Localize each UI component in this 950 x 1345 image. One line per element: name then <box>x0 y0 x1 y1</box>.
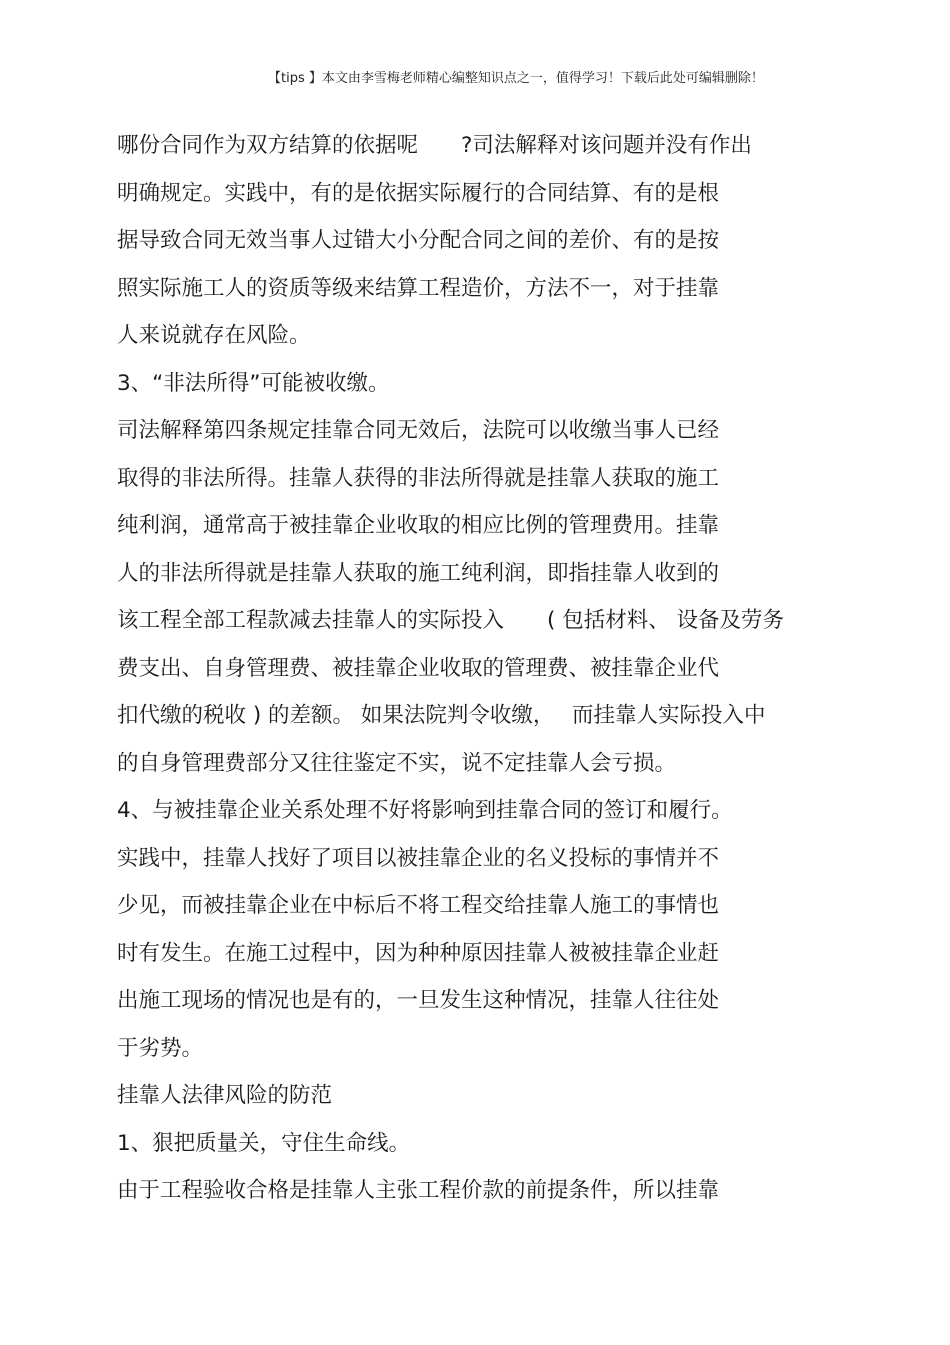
text-line: 人来说就存在风险。 <box>117 323 311 348</box>
section-heading-1: 1、狠把质量关，守住生命线。 <box>117 1130 411 1156</box>
text-line: 由于工程验收合格是挂靠人主张工程价款的前提条件，所以挂靠 <box>117 1178 720 1203</box>
text-line: 人的非法所得就是挂靠人获取的施工纯利润，即指挂靠人收到的 <box>117 560 720 586</box>
text-line: 该工程全部工程款减去挂靠人的实际投入 ( 包括材料、 设备及劳务 <box>117 608 785 633</box>
text-line: 据导致合同无效当事人过错大小分配合同之间的差价、有的是按 <box>117 228 720 253</box>
text-line: 费支出、自身管理费、被挂靠企业收取的管理费、被挂靠企业代 <box>117 655 720 681</box>
text-line: 扣代缴的税收 ) 的差额。 如果法院判令收缴， 而挂靠人实际投入中 <box>117 703 766 728</box>
text-line: 取得的非法所得。挂靠人获得的非法所得就是挂靠人获取的施工 <box>117 465 720 491</box>
text-line: 的自身管理费部分又往往鉴定不实，说不定挂靠人会亏损。 <box>117 750 677 776</box>
text-line: 司法解释第四条规定挂靠合同无效后，法院可以收缴当事人已经 <box>117 418 720 443</box>
document-body <box>117 122 837 1215</box>
text-line: 纯利润，通常高于被挂靠企业收取的相应比例的管理费用。挂靠 <box>117 513 720 538</box>
section-heading-4: 4、与被挂靠企业关系处理不好将影响到挂靠合同的签订和履行。 <box>117 798 733 823</box>
section-heading-3: 3、“非法所得”可能被收缴。 <box>117 370 390 396</box>
text-line: 哪份合同作为双方结算的依据呢 ?司法解释对该问题并没有作出 <box>117 133 752 158</box>
text-line: 于劣势。 <box>117 1035 204 1061</box>
text-line: 照实际施工人的资质等级来结算工程造价，方法不一，对于挂靠 <box>117 275 720 301</box>
text-line: 明确规定。实践中，有的是依据实际履行的合同结算、有的是根 <box>117 180 720 206</box>
header-tips-note: 【tips 】本文由李雪梅老师精心编整知识点之一，值得学习！下载后此处可编辑删除！ <box>268 71 764 86</box>
text-line: 实践中，挂靠人找好了项目以被挂靠企业的名义投标的事情并不 <box>117 845 720 871</box>
section-title: 挂靠人法律风险的防范 <box>117 1083 333 1108</box>
text-line: 少见，而被挂靠企业在中标后不将工程交给挂靠人施工的事情也 <box>117 893 720 918</box>
text-line: 时有发生。在施工过程中，因为种种原因挂靠人被被挂靠企业赶 <box>117 940 720 966</box>
text-line: 出施工现场的情况也是有的，一旦发生这种情况，挂靠人往往处 <box>117 988 720 1013</box>
